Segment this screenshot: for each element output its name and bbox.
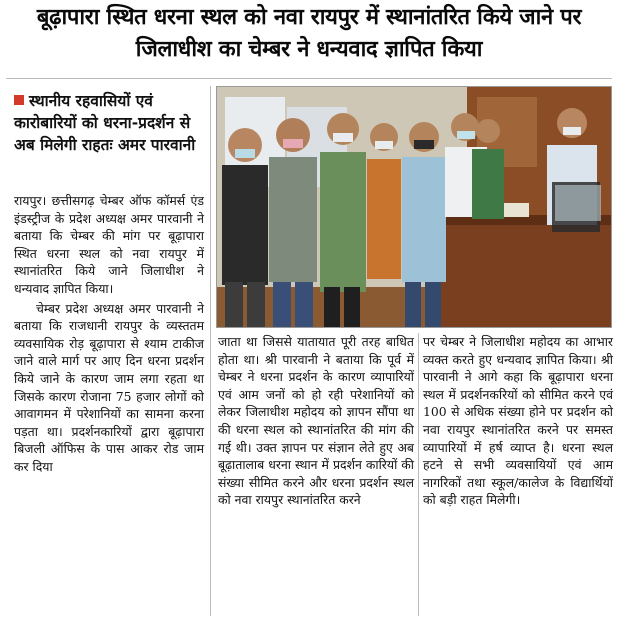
subheadline: [14, 90, 204, 156]
column-divider-1: [210, 86, 211, 616]
photo-illustration: [217, 87, 612, 328]
column-divider-2: [418, 333, 419, 616]
column-1-paragraph-1: रायपुर। छत्तीसगढ़ चेम्बर ऑफ कॉमर्स एंड इंडस्ट्रीज के प्रदेश अध्यक्ष अमर पारवानी ने बताया कि चेम्बर की मांग पर बूढ़ापारा स्थित धरना स्थल को नवा रायपुर में स्थानांतरित किये जाने जिलाधीश ने धन्यवाद ज्ञापित किया।: [14, 193, 204, 296]
subheadline-text: स्थानीय रहवासियों एवं कारोबारियों को धरना-प्रदर्शन से अब मिलेगी राहतः अमर पारवानी: [14, 92, 196, 154]
column-3: [423, 333, 613, 509]
headline: बूढ़ापारा स्थित धरना स्थल को नवा रायपुर में स्थानांतरित किये जाने पर जिलाधीश का चेम्बर ने धन्यवाद ज्ञापित किया: [36, 5, 582, 62]
headline-divider: [6, 78, 612, 79]
column-3-paragraph: पर चेम्बर ने जिलाधीश महोदय का आभार व्यक्त करते हुए धन्यवाद ज्ञापित किया। श्री पारवानी ने आगे कहा कि बूढ़ापारा धरना स्थल में प्रदर्शनकरियों को सीमित करने एवं 100 से अधिक संख्या होने पर प्रदर्शन को नवा रायपुर स्थानांतरित करने पर समस्त व्यापारियों में हर्ष व्याप्त है। धरना स्थल हटने से सभी व्यवसायियों एवं आम नागरिकों तथा स्कूल/कालेज के विद्यार्थियों को बड़ी राहत मिलेगी।: [423, 334, 613, 508]
column-1: [14, 192, 204, 476]
column-2-paragraph: जाता था जिससे यातायात पूरी तरह बाधित होता था। श्री पारवानी ने बताया कि पूर्व में चेम्बर ने धरना प्रदर्शन के कारण व्यापारियों एवं आम जनों को हो रही परेशानियों को लेकर जिलाधीश महोदय को ज्ञापन सौंपा था की धरना स्थल को स्थानांतरित की मांग की गई थी। उक्त ज्ञापन पर संज्ञान लेते हुए अब बूढ़ातालाब धरना स्थान में प्रदर्शन कारियों की संख्या सीमित करने और धरना प्रदर्शन स्थल को नवा रायपुर स्थानांतरित करने: [218, 334, 414, 508]
news-photo: [216, 86, 612, 328]
bullet-marker: [14, 95, 24, 105]
column-2: [218, 333, 414, 509]
column-1-paragraph-2: चेम्बर प्रदेश अध्यक्ष अमर पारवानी ने बताया कि राजधानी रायपुर के व्यस्ततम व्यवसायिक रोड़ बूढ़ापारा से श्याम टाकीज जाने वाले मार्ग पर आए दिन धरना प्रदर्शन किये जाने के कारण जाम लगा रहता था जिसके कारण रोजाना 75 हजार लोगों को आवागमन में परेशानियों का सामना करना पड़ता था। प्रदर्शनकारियों द्वारा बूढ़ापारा बिजली ऑफिस के पास आकर रोड जाम कर दिया: [14, 300, 204, 474]
